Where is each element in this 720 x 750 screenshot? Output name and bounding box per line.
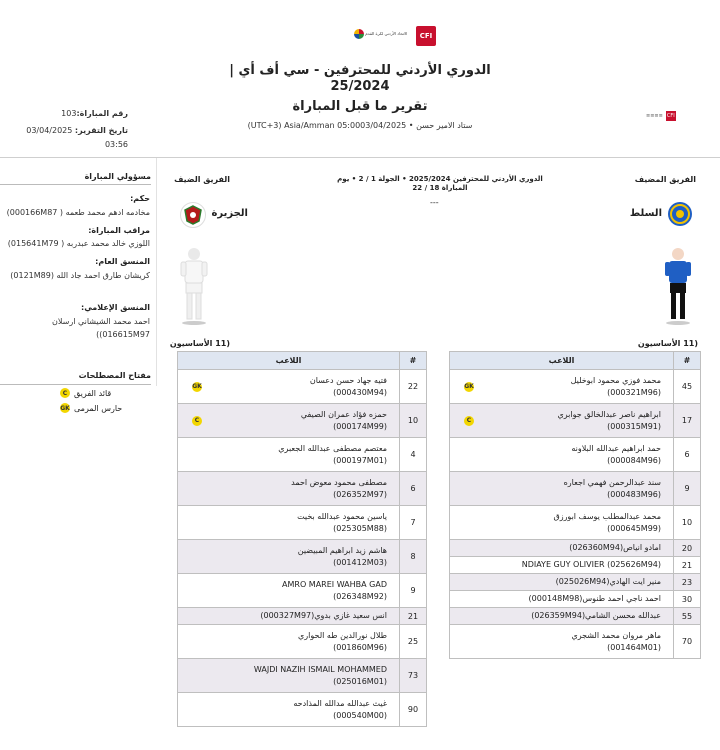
player-id: (025305M88)	[333, 523, 387, 533]
commissioner-name: اللوزي خالد محمد عبدربه ( 015641M79)	[7, 239, 150, 248]
player-cell	[178, 608, 400, 625]
match-datetime-venue: (UTC+3) Asia/Amman 05:0003/04/2025 • ستاد الامير حسن	[247, 121, 473, 130]
header-divider	[0, 157, 720, 158]
home-table-header	[450, 352, 701, 370]
home-team-label: الفريق المضيف	[634, 175, 696, 184]
goalkeeper-icon: GK	[60, 404, 70, 412]
report-date-value: 03/04/2025	[26, 126, 73, 135]
player-name: حمد ابراهيم عبدالله البلاونه	[571, 443, 661, 453]
player-name: سند عبدالرحمن فهمي اجعاره	[563, 477, 661, 487]
league-logo	[354, 29, 414, 43]
report-title: تقرير ما قبل المباراة	[292, 99, 428, 114]
player-id: (000430M94)	[333, 387, 387, 397]
player-cell	[450, 625, 674, 659]
player-number: 22	[400, 370, 427, 404]
player-number: 23	[674, 574, 701, 591]
referee-name: مخادمه ادهم محمد طعمه ( 000166M87)	[6, 208, 150, 217]
player-id: (001412M03)	[333, 557, 387, 567]
table-row	[178, 574, 427, 608]
player-cell	[450, 574, 674, 591]
player-number: 21	[674, 557, 701, 574]
media-label: المنسق الإعلامي:	[81, 303, 150, 312]
away-kit-icon	[176, 244, 212, 326]
player-name: هاشم زيد ابراهيم المبيضين	[297, 545, 387, 555]
player-cell	[450, 370, 674, 404]
title-line-2: 25/2024	[330, 79, 390, 94]
player-number: 30	[674, 591, 701, 608]
media-id: 016615M97))	[96, 330, 150, 339]
table-row	[450, 506, 701, 540]
player-cell	[178, 506, 400, 540]
match-round-line-1: الدوري الأردني للمحترفين 2025/2024 • الجولة 1 / 2 • يوم	[337, 175, 543, 183]
player-name: فتيه جهاد حسن دعسان	[309, 375, 387, 385]
league-emblem-icon	[354, 29, 364, 39]
player-number: 21	[400, 608, 427, 625]
player-cell	[450, 506, 674, 540]
home-team-name: السلط	[629, 208, 662, 219]
table-row	[450, 574, 701, 591]
table-row	[450, 540, 701, 557]
player-id: (000483M96)	[607, 489, 661, 499]
side-logo-stripes-icon: ≡≡≡≡	[646, 113, 663, 119]
player-cell	[450, 608, 674, 625]
side-logo	[646, 111, 676, 121]
player-id: (000197M01)	[333, 455, 387, 465]
away-team-label: الفريق الضيف	[174, 175, 230, 184]
player-cell	[450, 557, 674, 574]
report-date-label: تاريخ التقرير:	[74, 126, 128, 135]
home-starters-label: (11 الأساسيون	[637, 339, 698, 348]
player-name: ماهر مروان محمد الشجري	[571, 630, 661, 640]
player-number: 17	[674, 404, 701, 438]
player-cell	[178, 404, 400, 438]
table-row	[178, 404, 427, 438]
table-row	[450, 370, 701, 404]
player-number: 10	[400, 404, 427, 438]
away-player-header: اللاعب	[178, 352, 400, 370]
player-id: (000645M99)	[607, 523, 661, 533]
player-cell	[178, 625, 400, 659]
commissioner-label: مراقب المباراة:	[88, 226, 150, 235]
cfi-logo: CFI	[416, 26, 436, 46]
table-row	[178, 608, 427, 625]
player-id: (001464M01)	[607, 642, 661, 652]
player-name: انس سعيد غازي بدوي(000327M97)	[260, 611, 387, 620]
player-name: منير ايت الهادي(025026M94)	[555, 577, 661, 586]
player-name: امادو انياص(026360M94)	[569, 543, 661, 552]
legend-item-goalkeeper	[60, 403, 150, 413]
home-number-header: #	[674, 352, 701, 370]
player-number: 20	[674, 540, 701, 557]
player-cell	[450, 472, 674, 506]
player-number: 7	[400, 506, 427, 540]
player-name: عبدالله محسن الشامي(026359M94)	[531, 611, 661, 620]
legend-captain-label: قائد الفريق	[74, 388, 112, 398]
player-number: 10	[674, 506, 701, 540]
table-row	[178, 693, 427, 727]
match-number	[0, 109, 128, 118]
match-score: ---	[430, 198, 439, 207]
player-name: غيث عبدالله مدالله المذادحه	[293, 698, 387, 708]
player-number: 9	[674, 472, 701, 506]
sidebar-divider	[156, 158, 157, 386]
player-cell	[178, 659, 400, 693]
player-cell	[450, 404, 674, 438]
match-round-info	[320, 175, 560, 193]
report-date	[0, 126, 128, 135]
player-id: (000084M96)	[607, 455, 661, 465]
player-cell	[178, 370, 400, 404]
coordinator-label: المنسق العام:	[95, 257, 150, 266]
table-row	[178, 659, 427, 693]
player-number: 90	[400, 693, 427, 727]
goalkeeper-icon: GK	[192, 383, 202, 390]
home-player-header: اللاعب	[450, 352, 674, 370]
table-row	[178, 506, 427, 540]
referee-label: حكم:	[130, 194, 150, 203]
player-number: 45	[674, 370, 701, 404]
player-name: معتصم مصطفى عبدالله الجعبري	[278, 443, 387, 453]
player-name: احمد ناجي احمد طنوس(000148M98)	[528, 594, 661, 603]
player-cell	[450, 540, 674, 557]
player-number: 70	[674, 625, 701, 659]
table-row	[450, 591, 701, 608]
player-id: (001860M96)	[333, 642, 387, 652]
player-id: (000540M00)	[333, 710, 387, 720]
away-number-header: #	[400, 352, 427, 370]
away-lineup-table	[177, 351, 427, 727]
home-team-crest	[668, 202, 692, 226]
player-id: (026352M97)	[333, 489, 387, 499]
legend-item-captain	[60, 388, 150, 398]
match-round-line-2: المباراة 18 / 22	[412, 184, 468, 192]
home-lineup-table	[449, 351, 701, 659]
table-row	[178, 472, 427, 506]
home-kit-icon	[660, 244, 696, 326]
table-row	[178, 625, 427, 659]
table-row	[450, 557, 701, 574]
player-number: 25	[400, 625, 427, 659]
player-name: محمد فوزي محمود ابوخليل	[570, 375, 661, 385]
league-logo-text: الاتحاد الأردني لكرة القدم	[365, 31, 408, 36]
player-number: 6	[674, 438, 701, 472]
player-number: 73	[400, 659, 427, 693]
table-row	[450, 472, 701, 506]
captain-icon: C	[60, 388, 70, 398]
table-row	[178, 370, 427, 404]
player-cell	[178, 438, 400, 472]
player-number: 8	[400, 540, 427, 574]
table-row	[450, 625, 701, 659]
table-row	[178, 438, 427, 472]
player-cell	[178, 472, 400, 506]
match-number-label: رقم المباراة:	[76, 109, 128, 118]
player-id: (000315M91)	[607, 421, 661, 431]
captain-icon: C	[192, 416, 202, 426]
player-id: (026348M92)	[333, 591, 387, 601]
player-number: 6	[400, 472, 427, 506]
captain-icon: C	[464, 416, 474, 426]
player-name: طلال نورالدين طه الحواري	[298, 630, 387, 640]
side-logo-cfi: CFI	[666, 113, 675, 119]
table-row	[450, 438, 701, 472]
media-name: احمد محمد الشيشاني ارسلان	[51, 317, 150, 326]
away-starters-label: (11 الأساسيون	[169, 339, 230, 348]
coordinator-name: كريشان طارق احمد جاد الله (0121M89)	[10, 271, 150, 280]
player-cell	[178, 693, 400, 727]
player-id: (000321M96)	[607, 387, 661, 397]
player-id: (025016M01)	[333, 676, 387, 686]
match-number-value: 103	[61, 109, 77, 118]
officials-title: مسؤولي المباراة	[84, 172, 151, 181]
player-number: 55	[674, 608, 701, 625]
away-crest-icon	[183, 205, 203, 225]
away-table-header	[178, 352, 427, 370]
player-name: محمد عبدالمطلب يوسف ابورزق	[553, 511, 661, 521]
player-name: ياسين محمود عبدالله بخيت	[297, 511, 387, 521]
legend-divider	[0, 384, 151, 385]
away-team-name: الجزيرة	[211, 208, 248, 219]
page-title	[150, 63, 570, 95]
player-number: 9	[400, 574, 427, 608]
away-team-crest	[180, 202, 206, 228]
officials-divider	[0, 184, 151, 185]
player-name: WAJDI NAZIH ISMAIL MOHAMMED	[253, 664, 387, 674]
player-cell	[178, 574, 400, 608]
player-number: 4	[400, 438, 427, 472]
player-name: AMRO MAREI WAHBA GAD	[282, 579, 387, 589]
player-name: مصطفى محمود معوض احمد	[291, 477, 387, 487]
player-cell	[178, 540, 400, 574]
title-line-1: الدوري الأردني للمحترفين - سي أف أي |	[229, 63, 491, 78]
goalkeeper-icon: GK	[464, 383, 474, 390]
table-row	[450, 608, 701, 625]
player-cell	[450, 438, 674, 472]
player-name: حمزه فؤاد عمران الصيفي	[300, 409, 387, 419]
player-id: (000174M99)	[333, 421, 387, 431]
table-row	[178, 540, 427, 574]
player-name: ابراهيم ناصر عبدالخالق جوابري	[557, 409, 661, 419]
table-row	[450, 404, 701, 438]
player-name: NDIAYE GUY OLIVIER (025626M94)	[521, 560, 661, 569]
home-crest-icon	[670, 204, 690, 224]
player-cell	[450, 591, 674, 608]
legend-goalkeeper-label: حارس المرمى	[74, 403, 123, 413]
legend-title: مفتاح المصطلحات	[78, 371, 151, 380]
report-time: 03:56	[104, 140, 128, 149]
